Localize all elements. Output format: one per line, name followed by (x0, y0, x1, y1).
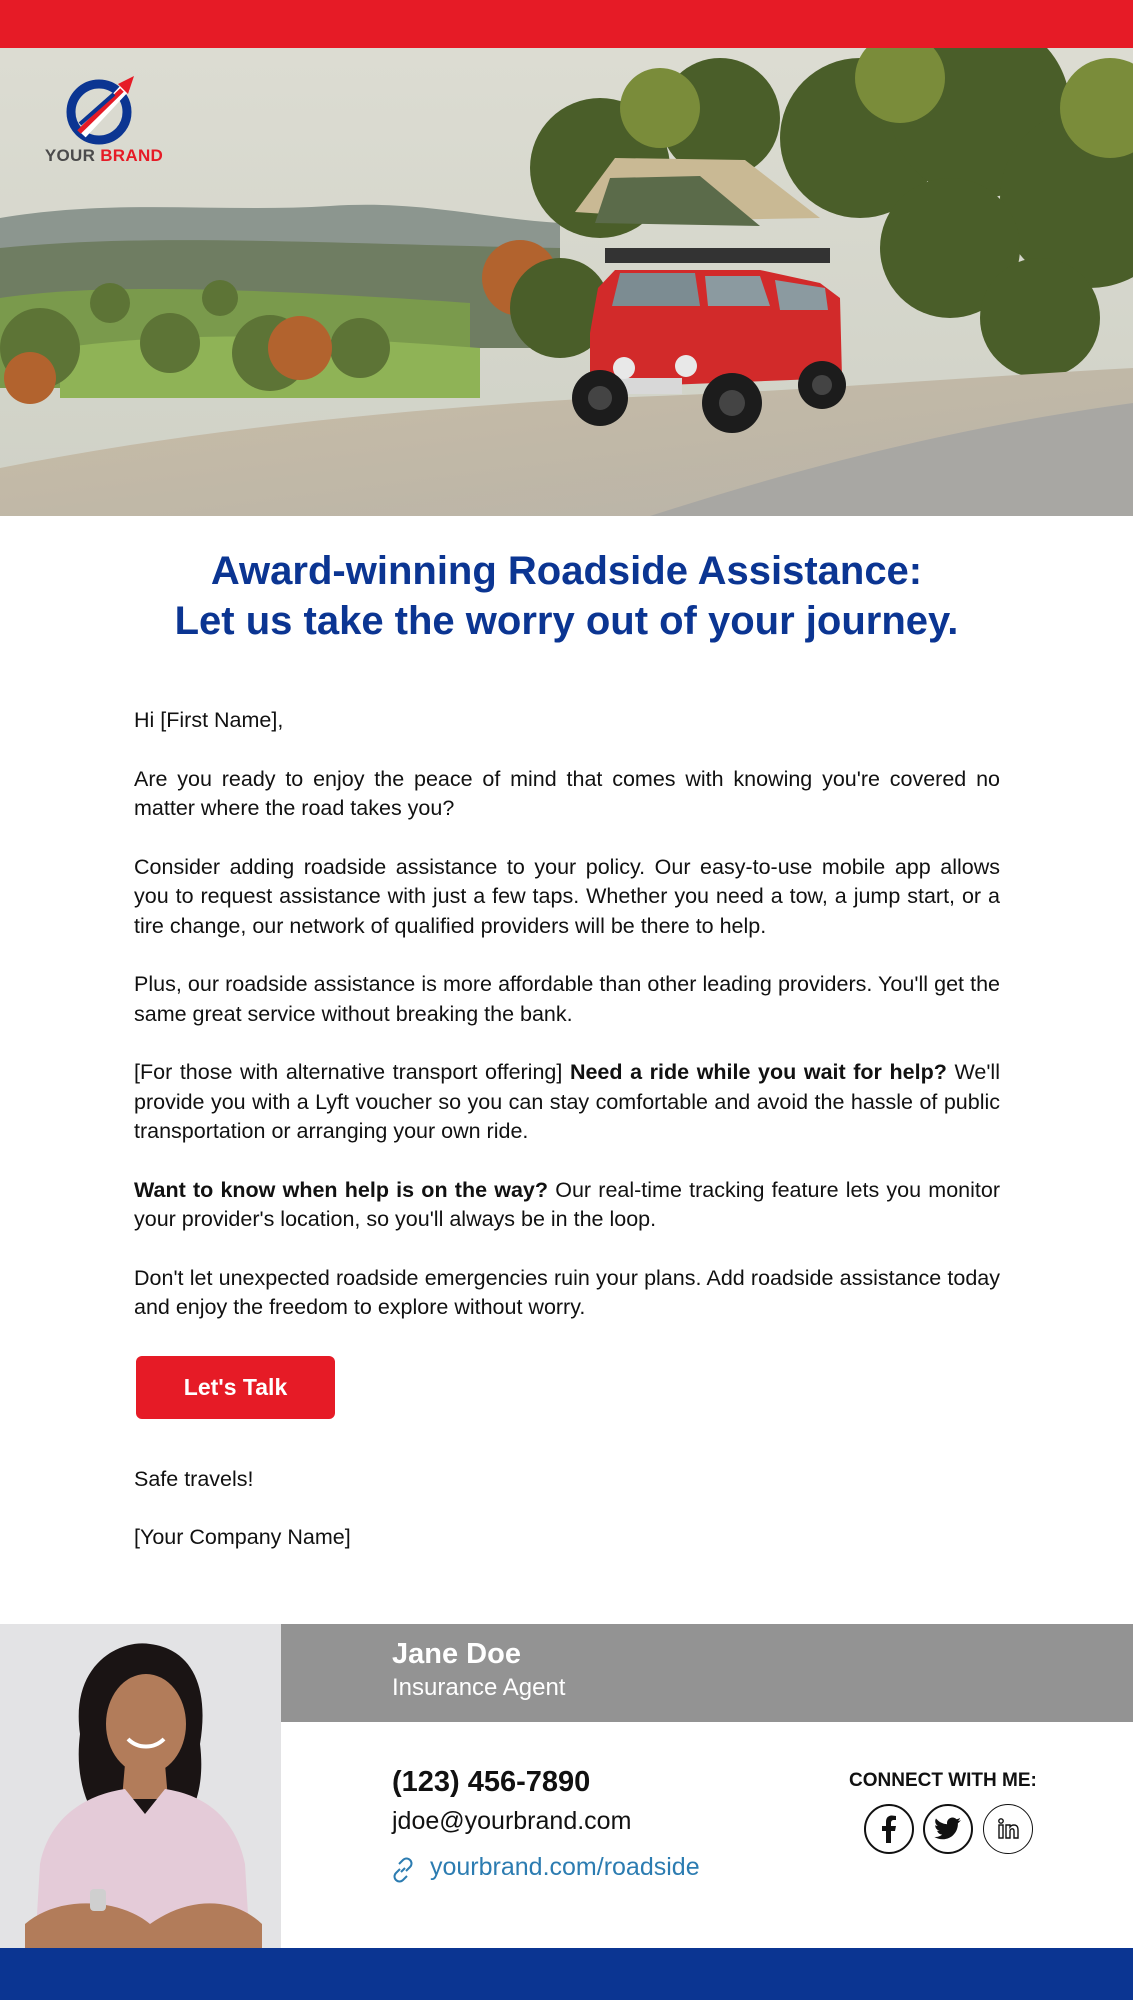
top-accent-bar (0, 0, 1133, 48)
paragraph-3: Plus, our roadside assistance is more affordable than other leading providers. You'll get the same great service without breaking the bank. (134, 972, 1000, 1026)
headline-line1: Award-winning Roadside Assistance: (210, 549, 923, 593)
bottom-accent-bar (0, 1948, 1133, 2000)
website-link[interactable]: yourbrand.com/roadside (430, 1853, 700, 1881)
link-icon (390, 1857, 416, 1883)
agent-photo (0, 1624, 281, 1948)
brand-wordmark (34, 146, 174, 166)
name-band (281, 1624, 1133, 1722)
page-headline (60, 546, 1073, 646)
headline-line2: Let us take the worry out of your journey. (174, 599, 959, 643)
paragraph-4 (134, 1058, 1000, 1147)
brand-name-part2: BRAND (100, 146, 164, 165)
paragraph-4-rest: We'll provide you with a Lyft voucher so you can stay comfortable and avoid the hassle of public transportation or arranging your own ride. (134, 1060, 1000, 1143)
agent-name: Jane Doe (392, 1638, 521, 1670)
paragraph-1: Are you ready to enjoy the peace of mind that comes with knowing you're covered no matter where the road takes you? (134, 766, 1000, 820)
twitter-icon (934, 1817, 962, 1841)
email-address[interactable]: jdoe@yourbrand.com (392, 1807, 632, 1835)
facebook-button[interactable] (864, 1804, 914, 1854)
paragraph-2: Consider adding roadside assistance to your policy. Our easy-to-use mobile app allows you to request assistance with just a few taps. Whether you need a tow, a jump start, or a tire change, our network of qualified providers will be there to help. (134, 854, 1000, 938)
agent-title: Insurance Agent (392, 1674, 566, 1701)
phone-number[interactable]: (123) 456-7890 (392, 1766, 591, 1798)
signature-block (0, 1624, 1133, 1948)
paragraph-4-prefix: [For those with alternative transport offering] (134, 1060, 563, 1084)
facebook-icon (877, 1815, 901, 1843)
signoff: Safe travels! (134, 1467, 254, 1491)
company-name: [Your Company Name] (134, 1525, 351, 1549)
linkedin-button[interactable] (983, 1804, 1033, 1854)
brand-logo-icon (34, 72, 174, 146)
paragraph-5-bold: Want to know when help is on the way? (134, 1177, 549, 1202)
brand-logo (34, 72, 174, 170)
brand-name-part1: YOUR (44, 146, 96, 165)
linkedin-icon (995, 1816, 1021, 1842)
paragraph-6: Don't let unexpected roadside emergencies ruin your plans. Add roadside assistance today and enjoy the freedom to explore without worry. (134, 1265, 1000, 1319)
greeting: Hi [First Name], (134, 708, 284, 732)
connect-label: CONNECT WITH ME: (849, 1770, 1037, 1791)
paragraph-5 (134, 1176, 1000, 1235)
paragraph-4-bold: Need a ride while you wait for help? (569, 1060, 947, 1084)
twitter-button[interactable] (923, 1804, 973, 1854)
paragraph-5-rest: Our real-time tracking feature lets you monitor your provider's location, so you'll always be in the loop. (134, 1177, 1001, 1231)
email-body (134, 706, 1000, 1352)
lets-talk-button[interactable]: Let's Talk (136, 1356, 335, 1419)
